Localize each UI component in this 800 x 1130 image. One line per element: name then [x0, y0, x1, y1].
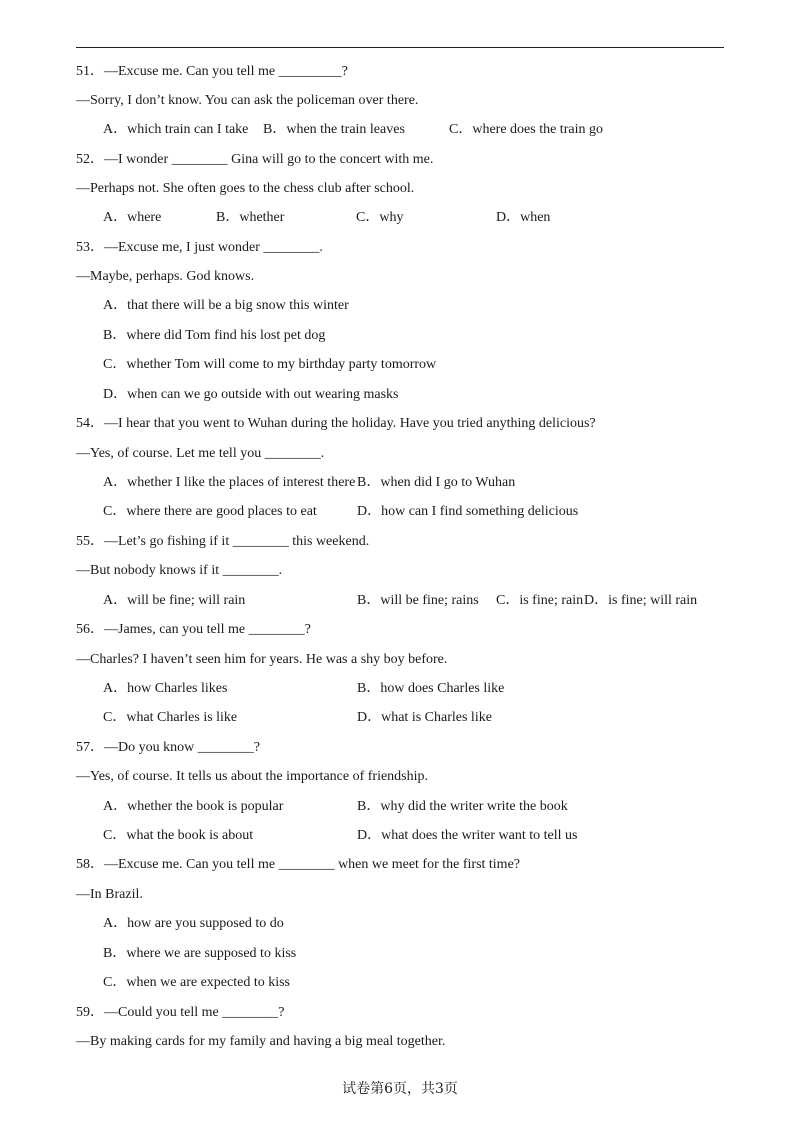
question-58-option-row-b [0, 945, 800, 963]
question-52-reply: —Perhaps not. She often goes to the chess club after school. [76, 181, 415, 196]
question-54-option-a[interactable]: A．whether I like the places of interest there [103, 475, 356, 490]
question-57-option-a[interactable]: A．whether the book is popular [103, 799, 284, 814]
question-53-option-row-d [0, 386, 800, 404]
question-56-option-c[interactable]: C．what Charles is like [103, 710, 238, 725]
question-58-reply: —In Brazil. [76, 887, 143, 902]
question-58-option-row-a [0, 915, 800, 933]
question-53-option-c[interactable]: C．whether Tom will come to my birthday party tomorrow [103, 357, 437, 372]
question-53-option-a[interactable]: A．that there will be a big snow this winter [103, 298, 349, 313]
question-52-option-d[interactable]: D．when [496, 210, 551, 225]
question-58-stem: 58．—Excuse me. Can you tell me ________ when we meet for the first time? [76, 857, 521, 872]
question-52-option-c[interactable]: C．why [356, 210, 404, 225]
question-56-option-a[interactable]: A．how Charles likes [103, 681, 228, 696]
question-52-option-a[interactable]: A．where [103, 210, 162, 225]
question-55-reply: —But nobody knows if it ________. [76, 563, 283, 578]
question-51-option-a[interactable]: A．which train can I take [103, 122, 249, 137]
question-55-options [0, 592, 800, 610]
question-56-option-b[interactable]: B．how does Charles like [357, 681, 505, 696]
question-59-reply: —By making cards for my family and having a big meal together. [76, 1034, 446, 1049]
question-56-stem: 56．—James, can you tell me ________? [76, 622, 311, 637]
question-53-option-b[interactable]: B．where did Tom find his lost pet dog [103, 328, 326, 343]
question-54-options-row1 [0, 474, 800, 492]
question-57-options-row1 [0, 798, 800, 816]
question-51-option-c[interactable]: C．where does the train go [449, 122, 603, 137]
question-51-stem: 51．—Excuse me. Can you tell me _________? [76, 64, 348, 79]
question-53-stem: 53．—Excuse me, I just wonder ________. [76, 240, 323, 255]
question-51-reply: —Sorry, I don’t know. You can ask the policeman over there. [76, 93, 419, 108]
question-57-reply: —Yes, of course. It tells us about the importance of friendship. [76, 769, 429, 784]
question-58-option-c[interactable]: C．when we are expected to kiss [103, 975, 290, 990]
question-54-option-d[interactable]: D．how can I find something delicious [357, 504, 579, 519]
question-51-options [0, 121, 800, 139]
question-53-option-row-c [0, 356, 800, 374]
question-55-option-a[interactable]: A．will be fine; will rain [103, 593, 246, 608]
question-52-option-b[interactable]: B．whether [216, 210, 285, 225]
question-56-options-row2 [0, 709, 800, 727]
header-rule [76, 47, 724, 48]
question-54-stem: 54．—I hear that you went to Wuhan during the holiday. Have you tried anything delicious? [76, 416, 596, 431]
question-54-options-row2 [0, 503, 800, 521]
question-57-option-c[interactable]: C．what the book is about [103, 828, 254, 843]
question-52-options [0, 209, 800, 227]
question-56-reply: —Charles? I haven’t seen him for years. He was a shy boy before. [76, 652, 448, 667]
question-52-stem: 52．—I wonder ________ Gina will go to the concert with me. [76, 152, 434, 167]
question-58-option-b[interactable]: B．where we are supposed to kiss [103, 946, 297, 961]
question-57-option-b[interactable]: B．why did the writer write the book [357, 799, 568, 814]
question-55-option-b[interactable]: B．will be fine; rains [357, 593, 479, 608]
question-54-reply: —Yes, of course. Let me tell you ________. [76, 446, 325, 461]
question-57-options-row2 [0, 827, 800, 845]
question-53-option-row-b [0, 327, 800, 345]
question-54-option-b[interactable]: B．when did I go to Wuhan [357, 475, 516, 490]
question-55-stem: 55．—Let’s go fishing if it ________ this weekend. [76, 534, 370, 549]
question-56-options-row1 [0, 680, 800, 698]
question-53-option-d[interactable]: D．when can we go outside with out wearing masks [103, 387, 399, 402]
question-58-option-a[interactable]: A．how are you supposed to do [103, 916, 284, 931]
question-55-option-c[interactable]: C．is fine; rain [496, 593, 584, 608]
question-51-option-b[interactable]: B．when the train leaves [263, 122, 405, 137]
question-57-stem: 57．—Do you know ________? [76, 740, 260, 755]
question-54-option-c[interactable]: C．where there are good places to eat [103, 504, 317, 519]
question-53-option-row-a [0, 297, 800, 315]
question-59-stem: 59．—Could you tell me ________? [76, 1005, 285, 1020]
question-53-reply: —Maybe, perhaps. God knows. [76, 269, 255, 284]
page-footer: 试卷第6页，共3页 [342, 1081, 458, 1097]
question-56-option-d[interactable]: D．what is Charles like [357, 710, 492, 725]
question-57-option-d[interactable]: D．what does the writer want to tell us [357, 828, 578, 843]
question-58-option-row-c [0, 974, 800, 992]
question-55-option-d[interactable]: D．is fine; will rain [584, 593, 698, 608]
